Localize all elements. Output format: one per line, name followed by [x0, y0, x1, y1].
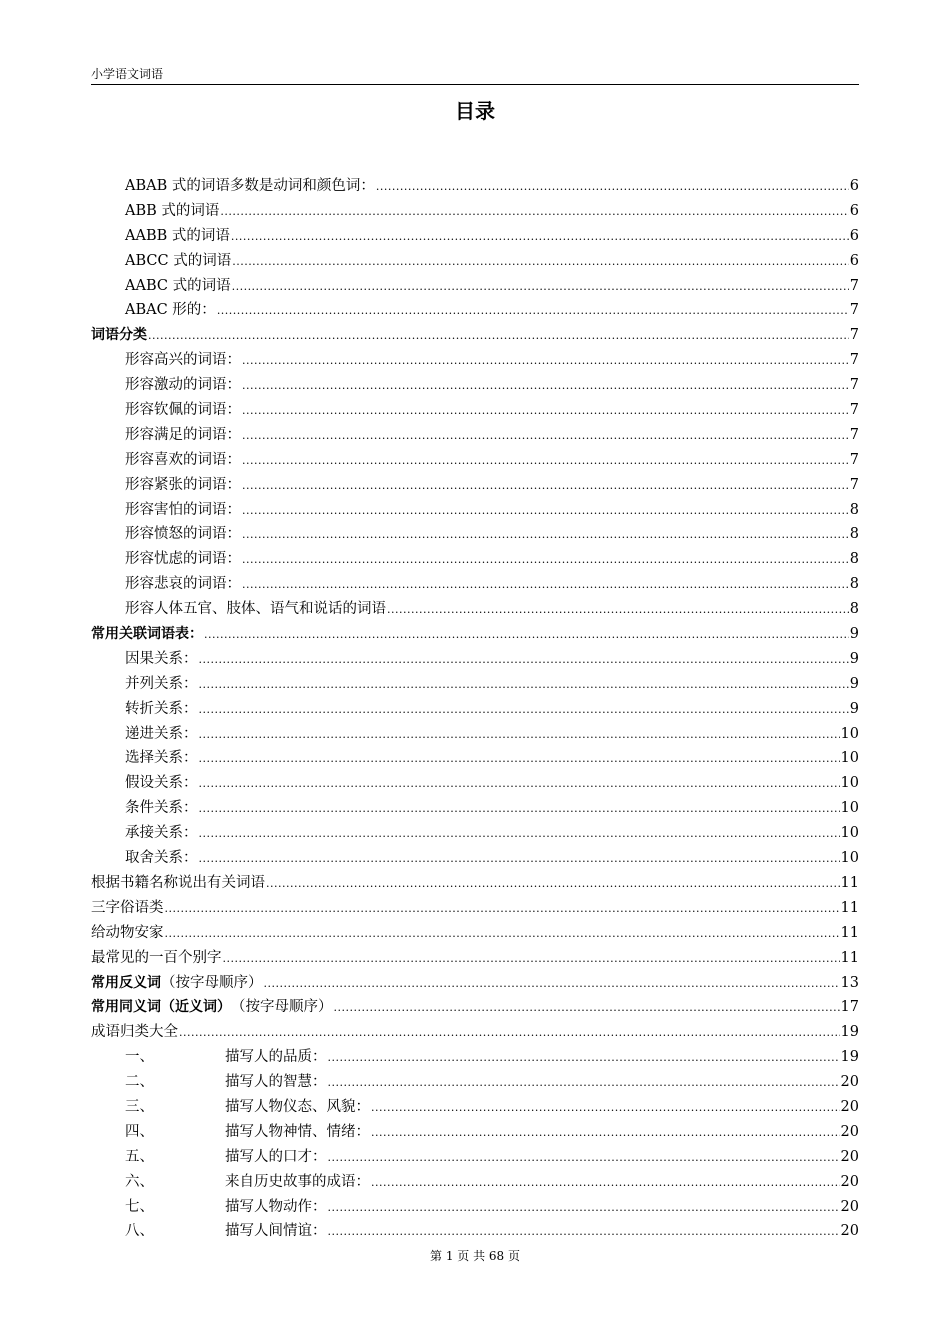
dot-leader: [242, 499, 849, 524]
toc-entry-page-number: 10: [840, 850, 859, 867]
toc-entry[interactable]: [91, 1195, 859, 1220]
toc-entry-label: 条件关系：: [125, 800, 198, 817]
dot-leader: [371, 1121, 840, 1146]
toc-entry[interactable]: [91, 821, 859, 846]
toc-entry-page-number: 7: [849, 402, 859, 419]
dot-leader: [242, 523, 849, 548]
dot-leader: [204, 623, 849, 648]
toc-entry[interactable]: [91, 249, 859, 274]
toc-entry[interactable]: [91, 348, 859, 373]
dot-leader: [328, 1046, 840, 1071]
toc-entry-label: 并列关系：: [125, 675, 198, 692]
dot-leader: [242, 449, 849, 474]
toc-entry[interactable]: [91, 174, 859, 199]
toc-entry-label: 成语归类大全: [91, 1024, 178, 1041]
toc-entry-suffix: （按字母顺序）: [161, 974, 263, 991]
toc-entry[interactable]: [91, 1219, 859, 1244]
toc-entry-label: 形容钦佩的词语：: [125, 402, 241, 419]
page-footer: 第 1 页 共 68 页: [430, 1249, 520, 1263]
dot-leader: [264, 972, 840, 997]
toc-entry[interactable]: [91, 722, 859, 747]
toc-entry[interactable]: [91, 622, 859, 647]
toc-entry-page-number: 10: [840, 725, 859, 742]
toc-entry[interactable]: [91, 796, 859, 821]
dot-leader: [328, 1220, 840, 1245]
dot-leader: [242, 573, 849, 598]
toc-entry[interactable]: [91, 547, 859, 572]
toc-entry-page-number: 9: [849, 675, 859, 692]
toc-entry-number: 三、: [125, 1098, 154, 1115]
toc-entry-label: 描写人的智慧：: [225, 1074, 327, 1091]
toc-entry[interactable]: [91, 498, 859, 523]
dot-leader: [242, 374, 849, 399]
toc-entry-label: 形容紧张的词语：: [125, 476, 241, 493]
toc-entry-page-number: 13: [840, 974, 859, 991]
toc-entry-label: 形容满足的词语：: [125, 426, 241, 443]
dot-leader: [376, 175, 849, 200]
toc-entry-page-number: 7: [849, 451, 859, 468]
dot-leader: [148, 324, 849, 349]
toc-entry-page-number: 9: [849, 650, 859, 667]
toc-entry-label: 形容人体五官、肢体、语气和说话的词语: [125, 601, 386, 618]
dot-leader: [242, 349, 849, 374]
dot-leader: [165, 897, 840, 922]
dot-leader: [199, 723, 840, 748]
toc-entry-label: 来自历史故事的成语：: [225, 1173, 370, 1190]
toc-entry-page-number: 19: [840, 1049, 859, 1066]
toc-entry[interactable]: [91, 995, 859, 1020]
toc-entry-page-number: 20: [840, 1198, 859, 1215]
dot-leader: [242, 399, 849, 424]
toc-entry[interactable]: [91, 1145, 859, 1170]
toc-entry-page-number: 9: [849, 626, 859, 643]
toc-entry-page-number: 17: [840, 999, 859, 1016]
dot-leader: [223, 947, 840, 972]
header-text: 小学语文词语: [91, 67, 164, 81]
toc-entry-page-number: 11: [840, 874, 859, 891]
toc-entry-page-number: 7: [849, 377, 859, 394]
dot-leader: [179, 1021, 840, 1046]
toc-entry-label: ABAB 式的词语多数是动词和颜色词：: [125, 178, 375, 194]
toc-entry-suffix: （按字母顺序）: [231, 999, 333, 1016]
dot-leader: [242, 548, 849, 573]
dot-leader: [220, 200, 848, 225]
toc-entry-page-number: 7: [849, 476, 859, 493]
toc-entry-label: 形容悲哀的词语：: [125, 576, 241, 593]
dot-leader: [199, 747, 840, 772]
toc-entry-label: 最常见的一百个别字: [91, 949, 222, 966]
toc-entry-page-number: 8: [849, 551, 859, 568]
toc-entry[interactable]: [91, 921, 859, 946]
toc-entry[interactable]: [91, 597, 859, 622]
toc-entry[interactable]: [91, 398, 859, 423]
toc-entry-page-number: 20: [840, 1148, 859, 1165]
table-of-contents: [91, 174, 859, 1244]
toc-entry-label: 描写人物动作：: [225, 1198, 327, 1215]
toc-entry-label: 转折关系：: [125, 700, 198, 717]
toc-entry-label: 描写人物仪态、风貌：: [225, 1098, 370, 1115]
toc-entry-label: 常用关联词语表：: [91, 626, 203, 643]
toc-entry[interactable]: [91, 946, 859, 971]
toc-entry-page-number: 8: [849, 501, 859, 518]
toc-entry-page-number: 6: [849, 178, 859, 194]
toc-entry-label: 形容忧虑的词语：: [125, 551, 241, 568]
toc-entry-label: 递进关系：: [125, 725, 198, 742]
dot-leader: [232, 275, 849, 300]
toc-entry[interactable]: [91, 746, 859, 771]
dot-leader: [232, 250, 849, 275]
toc-entry-page-number: 8: [849, 601, 859, 618]
dot-leader: [387, 598, 849, 623]
toc-entry-number: 八、: [125, 1223, 154, 1240]
toc-entry[interactable]: [91, 771, 859, 796]
toc-entry[interactable]: [91, 1095, 859, 1120]
toc-entry[interactable]: [91, 846, 859, 871]
dot-leader: [199, 797, 840, 822]
toc-entry-page-number: 6: [849, 202, 859, 219]
dot-leader: [242, 424, 849, 449]
toc-entry-label: 描写人的口才：: [225, 1148, 327, 1165]
toc-entry-page-number: 11: [840, 899, 859, 916]
toc-entry-label: 形容高兴的词语：: [125, 352, 241, 369]
toc-entry[interactable]: [91, 323, 859, 348]
toc-entry-page-number: 7: [849, 277, 859, 294]
toc-entry-label: 词语分类: [91, 327, 147, 344]
dot-leader: [165, 922, 840, 947]
toc-entry[interactable]: [91, 298, 859, 323]
dot-leader: [371, 1096, 840, 1121]
toc-entry-page-number: 6: [849, 227, 859, 244]
toc-entry-page-number: 11: [840, 924, 859, 941]
dot-leader: [371, 1171, 840, 1196]
dot-leader: [199, 822, 840, 847]
toc-entry[interactable]: [91, 1120, 859, 1145]
dot-leader: [328, 1071, 840, 1096]
toc-entry-label: 形容激动的词语：: [125, 377, 241, 394]
toc-entry-number: 四、: [125, 1123, 154, 1140]
toc-entry[interactable]: [91, 274, 859, 299]
toc-entry-label: ABCC 式的词语: [125, 252, 232, 269]
page-title: 目录: [455, 99, 495, 123]
toc-entry-page-number: 7: [849, 302, 859, 319]
dot-leader: [242, 474, 849, 499]
toc-entry-page-number: 10: [840, 825, 859, 842]
dot-leader: [199, 673, 849, 698]
dot-leader: [217, 299, 849, 324]
toc-entry[interactable]: [91, 423, 859, 448]
toc-entry-number: 五、: [125, 1148, 154, 1165]
toc-entry-label: 形容愤怒的词语：: [125, 526, 241, 543]
toc-entry-page-number: 20: [840, 1074, 859, 1091]
toc-entry[interactable]: [91, 896, 859, 921]
dot-leader: [334, 996, 840, 1021]
toc-entry-page-number: 20: [840, 1123, 859, 1140]
page-header: [91, 66, 859, 85]
toc-entry[interactable]: [91, 199, 859, 224]
toc-entry-label: 给动物安家: [91, 924, 164, 941]
toc-entry-label: AABC 式的词语: [125, 277, 231, 294]
toc-entry-label: 描写人间情谊：: [225, 1223, 327, 1240]
toc-entry-page-number: 7: [849, 352, 859, 369]
toc-entry[interactable]: [91, 647, 859, 672]
dot-leader: [199, 698, 849, 723]
toc-entry-page-number: 8: [849, 576, 859, 593]
toc-entry-label: ABB 式的词语: [125, 202, 220, 219]
toc-entry-page-number: 10: [840, 750, 859, 767]
toc-entry-label: 描写人的品质：: [225, 1049, 327, 1066]
toc-entry-page-number: 7: [849, 327, 859, 344]
dot-leader: [328, 1146, 840, 1171]
toc-entry-label: 常用同义词（近义词）: [91, 999, 231, 1016]
toc-entry[interactable]: [91, 1070, 859, 1095]
toc-entry-page-number: 7: [849, 426, 859, 443]
toc-entry-label: 常用反义词: [91, 974, 161, 991]
toc-entry[interactable]: [91, 871, 859, 896]
toc-entry-label: 根据书籍名称说出有关词语: [91, 874, 265, 891]
toc-entry-page-number: 6: [849, 252, 859, 269]
toc-entry-label: 承接关系：: [125, 825, 198, 842]
toc-entry-page-number: 9: [849, 700, 859, 717]
toc-entry-label: 形容喜欢的词语：: [125, 451, 241, 468]
toc-entry-page-number: 10: [840, 800, 859, 817]
toc-entry[interactable]: [91, 1170, 859, 1195]
toc-entry-number: 二、: [125, 1074, 154, 1091]
toc-entry-number: 七、: [125, 1198, 154, 1215]
toc-entry[interactable]: [91, 473, 859, 498]
toc-entry-page-number: 20: [840, 1173, 859, 1190]
toc-entry[interactable]: [91, 672, 859, 697]
toc-entry-number: 六、: [125, 1173, 154, 1190]
dot-leader: [199, 648, 849, 673]
toc-entry-page-number: 11: [840, 949, 859, 966]
toc-entry-label: 选择关系：: [125, 750, 198, 767]
toc-entry[interactable]: [91, 1020, 859, 1045]
toc-entry-page-number: 19: [840, 1024, 859, 1041]
dot-leader: [231, 225, 849, 250]
toc-entry-page-number: 8: [849, 526, 859, 543]
toc-entry-label: 假设关系：: [125, 775, 198, 792]
toc-entry-number: 一、: [125, 1049, 154, 1066]
toc-entry[interactable]: [91, 373, 859, 398]
toc-entry-page-number: 20: [840, 1098, 859, 1115]
toc-entry-label: 因果关系：: [125, 650, 198, 667]
toc-entry[interactable]: [91, 971, 859, 996]
dot-leader: [199, 772, 840, 797]
toc-entry-page-number: 10: [840, 775, 859, 792]
toc-entry-label: 形容害怕的词语：: [125, 501, 241, 518]
toc-entry-label: 三字俗语类: [91, 899, 164, 916]
toc-entry-label: 描写人物神情、情绪：: [225, 1123, 370, 1140]
toc-entry[interactable]: [91, 224, 859, 249]
toc-entry-label: 取舍关系：: [125, 850, 198, 867]
toc-entry[interactable]: [91, 522, 859, 547]
toc-entry-label: ABAC 形的：: [125, 302, 216, 319]
toc-entry-page-number: 20: [840, 1223, 859, 1240]
dot-leader: [328, 1196, 840, 1221]
toc-entry[interactable]: [91, 697, 859, 722]
toc-entry[interactable]: [91, 572, 859, 597]
toc-entry[interactable]: [91, 448, 859, 473]
dot-leader: [266, 872, 840, 897]
toc-entry-label: AABB 式的词语: [125, 227, 230, 244]
dot-leader: [199, 847, 840, 872]
toc-entry[interactable]: [91, 1045, 859, 1070]
